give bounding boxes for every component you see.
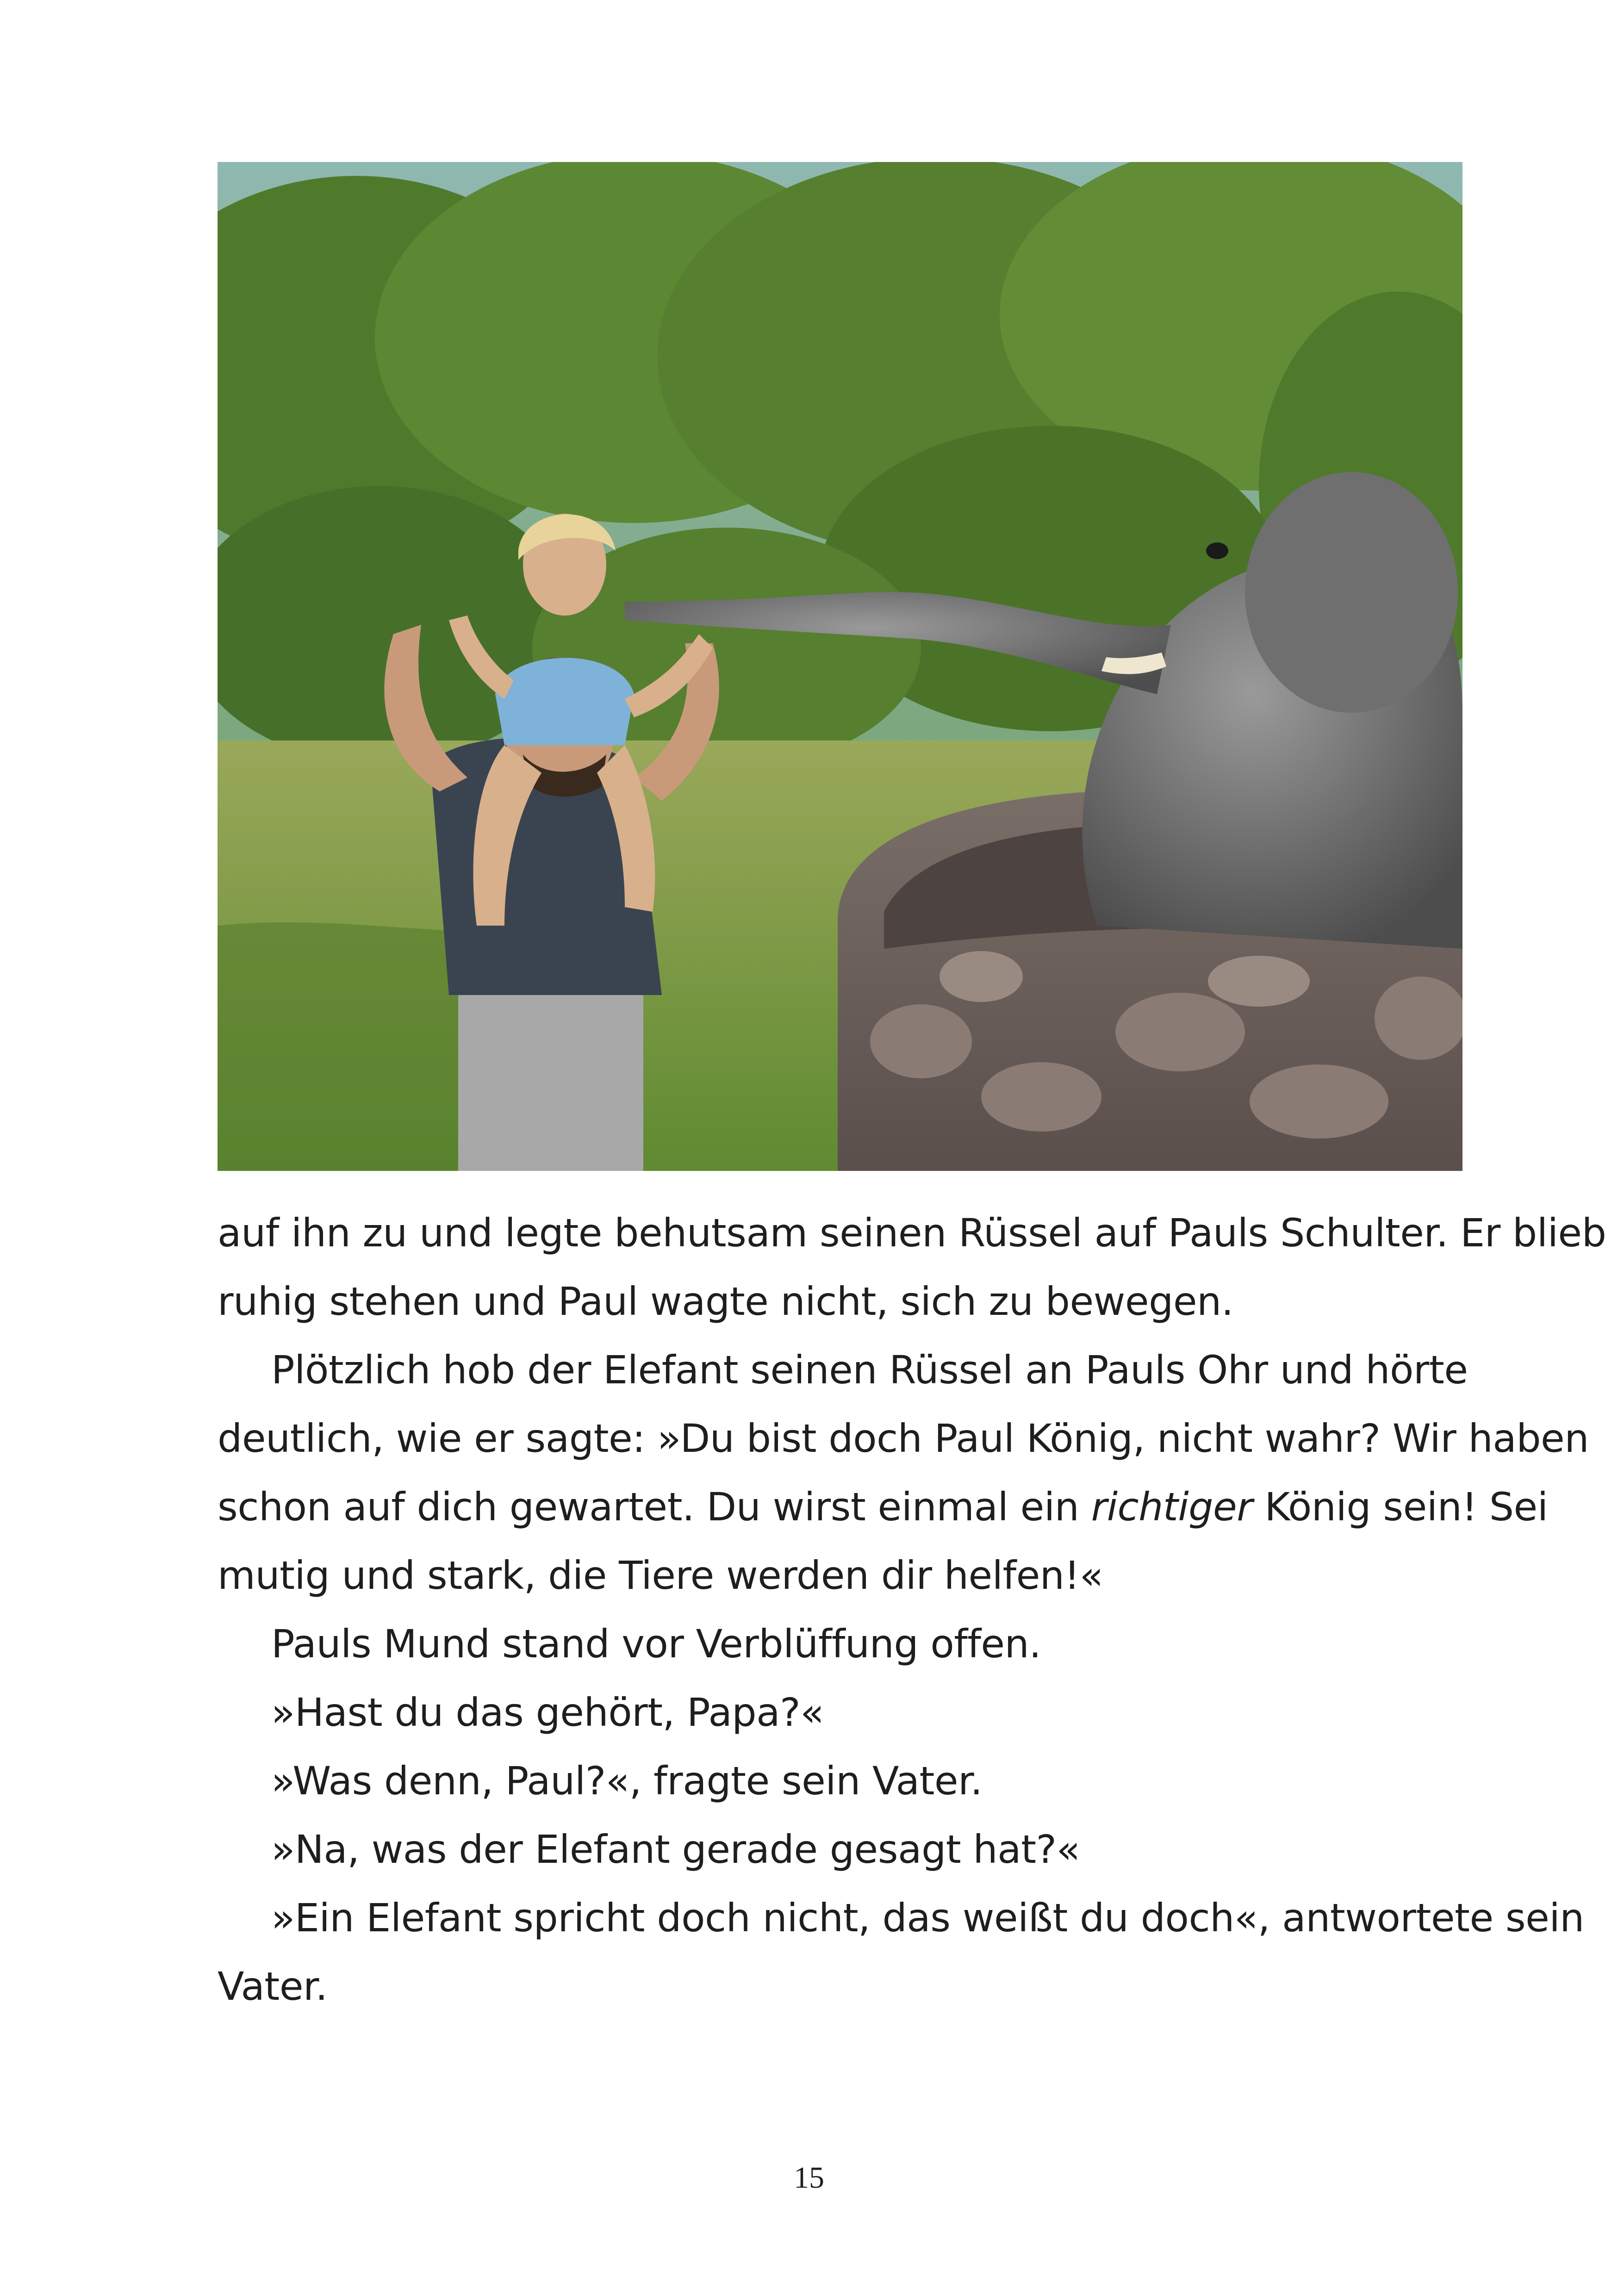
- paragraph-5: [218, 1747, 1467, 1815]
- text-line: »Na, was der Elefant gerade gesagt hat?«: [271, 1827, 1080, 1872]
- paragraph-3: [218, 1610, 1467, 1678]
- elephant-illustration: [218, 162, 1462, 1171]
- text-line: »Hast du das gehört, Papa?«: [271, 1690, 824, 1735]
- paragraph-7-continued: [218, 1952, 1467, 2021]
- text-line: mutig und stark, die Tiere werden dir helfen!«: [218, 1553, 1103, 1598]
- text-line: auf ihn zu und legte behutsam seinen Rüssel auf Pauls Schulter. Er blieb: [218, 1210, 1606, 1256]
- paragraph-6: [218, 1815, 1467, 1884]
- page-number: 15: [794, 2161, 824, 2195]
- text-run: schon auf dich gewartet. Du wirst einmal ein: [218, 1484, 1091, 1530]
- text-line: Vater.: [218, 1964, 328, 2009]
- paragraph-4: [218, 1678, 1467, 1747]
- text-line: »Was denn, Paul?«, fragte sein Vater.: [271, 1758, 983, 1804]
- text-line: Pauls Mund stand vor Verblüffung offen.: [271, 1621, 1041, 1667]
- illustration-svg: [218, 162, 1462, 1171]
- text-line: »Ein Elefant spricht doch nicht, das weißt du doch«, antwortete sein: [271, 1895, 1584, 1941]
- text-run: König sein! Sei: [1252, 1484, 1548, 1530]
- paragraph-7: [218, 1884, 1584, 1952]
- emphasis-word: richtiger: [1091, 1484, 1253, 1530]
- paragraph-1: [218, 1199, 1606, 1336]
- paragraph-2-continued: [218, 1404, 1589, 1610]
- text-line-with-emphasis: [218, 1473, 1548, 1541]
- text-line: Plötzlich hob der Elefant seinen Rüssel an Pauls Ohr und hörte: [271, 1347, 1468, 1393]
- story-text: [218, 1199, 1606, 2021]
- paragraph-2: [218, 1336, 1467, 1404]
- text-line: deutlich, wie er sagte: »Du bist doch Paul König, nicht wahr? Wir haben: [218, 1416, 1589, 1461]
- text-line: ruhig stehen und Paul wagte nicht, sich zu bewegen.: [218, 1279, 1233, 1324]
